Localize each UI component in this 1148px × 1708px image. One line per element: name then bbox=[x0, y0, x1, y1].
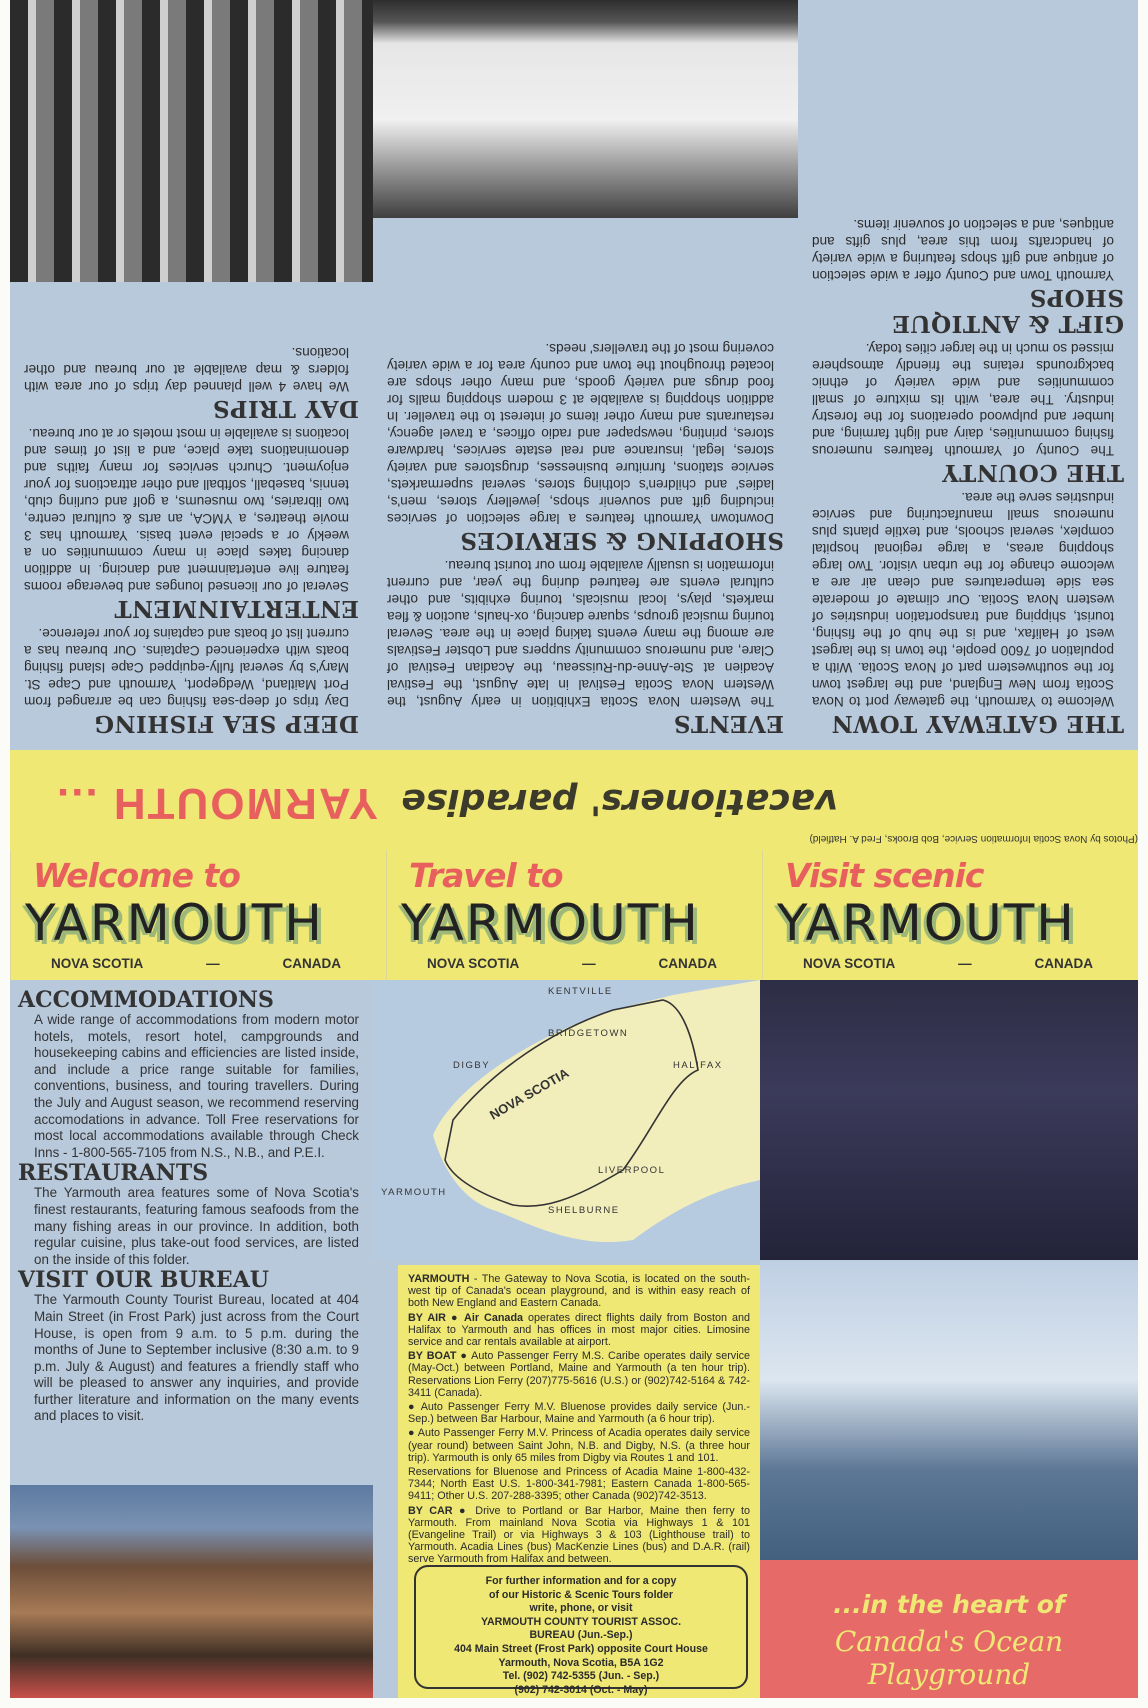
svg-text:NOVA SCOTIA: NOVA SCOTIA bbox=[487, 1065, 572, 1123]
section-body: We have 4 well planned day trips of our area with folders & map available at our bureau and other locations. bbox=[24, 345, 349, 394]
harbor-photo bbox=[10, 1485, 373, 1698]
section-title: SHOPPING & SERVICES bbox=[459, 527, 784, 554]
ocean-playground-panel: ...in the heart of Canada's Ocean Playground bbox=[760, 1560, 1138, 1698]
left-info-column bbox=[10, 980, 373, 1485]
contact-box: For further information and for a copy of our Historic & Scenic Tours folder write, phone, or visit YARMOUTH COUNTY TOURIST ASSOC. BUREAU (Jun.-Sep.) 404 Main Street (Frost Park) opposite Court House Yarmouth, Nova Scotia, B5A 1G2 Tel. (902) 742-5355 (Jun. - Sep.) (902) 742-3014 (Oct. - May) bbox=[414, 1565, 748, 1689]
title-row bbox=[10, 850, 1138, 980]
brochure-sheet bbox=[10, 0, 1138, 1698]
column-events-shopping bbox=[373, 218, 798, 750]
section-title: RESTAURANTS bbox=[18, 1160, 209, 1187]
section-body: Downtown Yarmouth features a large selection of services including gift and souvenir shops, jewellery stores, men's, ladies' and children's clothing stores, several supermarkets, service stations, furniture businesses, drugstores and variety stores, legal, insurance and real estate services, hardware stores, printing, newspaper and radio offices, a travel agency, restaurants and many other items of interest to the traveller. In addition shopping is available at 3 modern shopping malls for food drugs and variety goods, and many other shops are located throughout the town and county area for a wide variety covering most of the travellers' needs. bbox=[387, 341, 774, 526]
section-title: VISIT OUR BUREAU bbox=[18, 1267, 269, 1294]
vacationers-paradise-band bbox=[10, 750, 1138, 850]
ferry-photo bbox=[760, 1260, 1138, 1560]
welcome-header: Welcome to YARMOUTH NOVA SCOTIA — CANADA bbox=[10, 850, 386, 980]
section-body: Yarmouth Town and County offer a wide selection of antique and gift shops featuring a wide variety of handcrafts from this area, plus gifts and antiques, and a selection of souvenir items. bbox=[812, 217, 1114, 283]
section-body: The County of Yarmouth features numerous fishing communities, dairy and light farming, and lumber and pulpwood operations for the forestry industry. The area, with its mixture of small communities and wide variety of ethnic backgrounds retains the friendly atmosphere missed so much in the larger cities today. bbox=[812, 341, 1114, 458]
section-body: Welcome to Yarmouth, the gateway port to Nova Scotia from New England, and the largest town for the southwestern part of Nova Scotia. With a population of 7600 people, the town is the largest west of Halifax, and is the hub of the fishing, tourist, shipping and transportation industries of western Nova Scotia. Our climate of moderate sea side temperatures and clean air are a welcome change for the urban visitor. Two large shopping areas, a large regional hospital complex, several schools, and textile plants plus numerous small manufacturing and service industries serve the area. bbox=[812, 490, 1114, 709]
section-title: THE COUNTY bbox=[941, 459, 1124, 486]
column-gateway-county bbox=[798, 218, 1138, 750]
section-body: Several of our licensed lounges and beverage rooms feature live entertainment and dancing. In addition dancing takes place in many communities on a weekly or a special event basis. Yarmouth has 3 movie theatres, a YMCA, an arts & cultural centre, two libraries, two museums, a golf and curling club, tennis, baseball, softball and other attractions for your enjoyment. Church services for many faiths and denominations take place, and a list of times and locations is available in most motels or at our bureau. bbox=[24, 426, 349, 594]
map-shape bbox=[373, 980, 760, 1260]
section-title: ACCOMMODATIONS bbox=[18, 987, 274, 1013]
section-title: EVENTS bbox=[673, 710, 784, 737]
boatyard-photo bbox=[10, 0, 373, 282]
section-title: GIFT & ANTIQUE SHOPS bbox=[892, 284, 1124, 337]
section-body: The Yarmouth area features some of Nova Scotia's finest restaurants, featuring famous seafoods from the many fishing areas in our province. In addition, both regular cuisine, plus take-out food services, are listed on the inside of this folder. bbox=[34, 1185, 359, 1267]
section-body: The Yarmouth County Tourist Bureau, located at 404 Main Street (in Frost Park) just across from the Court House, is open from 9 a.m. to 5 p.m. during the months of June to September inclusive (8:30 a.m. to 9 p.m. July & August) and features a friendly staff who will be pleased to answer any inquiries, and provide further literature and information on the many events and places to visit. bbox=[34, 1292, 359, 1424]
section-title: DAY TRIPS bbox=[212, 395, 359, 422]
section-title: ENTERTAINMENT bbox=[113, 595, 359, 622]
section-body: The Western Nova Scotia Exhibition in early August, the Western Nova Scotia Festival in late August, the Festival Acadien at Ste-Anne-du-Ruisseau, the Acadian Festival of Clare, and numerous community suppers and Lobster Festivals are among the many events taking place in the area. Several touring musical groups, square dancing, ox-hauls, auction & flea markets, plays, local musicals, touring exhibits, and other cultural events are featured during the year, and current information is usually available from our tourist bureau. bbox=[387, 558, 774, 709]
tagline: vacationers' paradise bbox=[401, 781, 838, 822]
yarmouth-title: YARMOUTH ... bbox=[54, 779, 378, 828]
travel-header: Travel to YARMOUTH NOVA SCOTIA — CANADA bbox=[386, 850, 762, 980]
section-title: DEEP SEA FISHING bbox=[93, 710, 359, 737]
section-title: THE GATEWAY TOWN bbox=[831, 710, 1124, 737]
nova-scotia-map: NOVA SCOTIA KENTVILLE BRIDGETOWN DIGBY HALIFAX LIVERPOOL SHELBURNE YARMOUTH bbox=[373, 980, 760, 1260]
cruise-ship-photo bbox=[760, 980, 1138, 1260]
upside-down-panels bbox=[10, 0, 1138, 750]
section-body: Day trips of deep-sea fishing can be arranged from Port Maitland, Wedgeport, Yarmouth and Cape St. Mary's by several fully-equipped Cape Island fishing boats with experienced Captains. Our bureau has a current list of boats and captains for your reference. bbox=[24, 626, 349, 709]
ship-photo bbox=[373, 0, 798, 218]
column-fishing-entertainment bbox=[10, 282, 373, 750]
section-body: A wide range of accommodations from modern motor hotels, motels, resort hotel, campgrounds and housekeeping cabins and efficiencies are listed inside, and include a price range suitable for families, conventions, business, and touring travellers. During the July and August season, we recommend reserving accomodations in advance. Toll Free reservations for most local accommodations available through Check Inns - 1-800-565-7105 from N.S., N.B., and P.E.I. bbox=[34, 1012, 359, 1160]
visit-header: Visit scenic YARMOUTH NOVA SCOTIA — CANADA bbox=[762, 850, 1138, 980]
photo-credit: (Photos by Nova Scotia Information Service, Bob Brooks, Fred A. Hatfield) bbox=[809, 833, 1138, 844]
travel-info-panel: YARMOUTH - The Gateway to Nova Scotia, is located on the south-west tip of Canada's ocean playground, and is within easy reach of both New England and Eastern Canada. BY AIR ● Air Canada operates direct flights daily from Boston and Halifax to Yarmouth and has offices in most major cities. Limosine service and car rentals available at airport. BY BOAT ● Auto Passenger Ferry M.S. Caribe operates daily service (May-Oct.) between Portland, Maine and Yarmouth (a ten hour trip). Reservations Lion Ferry (207)775-5616 (U.S.) or (902)742-5164 & 742-3411 (Canada). ● Auto Passenger Ferry M.V. Bluenose provides daily service (Jun.-Sep.) between Bar Harbour, Maine and Yarmouth (a 6 hour trip). ● Auto Passenger Ferry M.V. Princess of Acadia operates daily service (year round) between Saint John, N.B. and Digby, N.S. (a three hour trip). Yarmouth is only 65 miles from Digby via Routes 1 and 101. Reservations for Bluenose and Princess of Acadia Maine 1-800-432-7344; North East U.S. 1-800-341-7981; Eastern Canada 1-800-565-9411; Other U.S. 207-288-3395; other Canada (902)742-3513. BY CAR ● Drive to Portland or Bar Harbor, Maine then ferry to Yarmouth. From mainland Nova Scotia via Highways 1 & 101 (Evangeline Trail) or via Highways 3 & 103 (Lighthouse trail) to Yarmouth. Acadia Lines (bus) MacKenzie Lines (bus) and D.A.R. (rail) serve Yarmouth from Halifax and between. For further information and for a copy of our Historic & Scenic Tours folder write, phone, or visit YARMOUTH COUNTY TOURIST ASSOC. BUREAU (Jun.-Sep.) 404 Main Street (Frost Park) opposite Court House Yarmouth, Nova Scotia, B5A 1G2 Tel. (902) 742-5355 (Jun. - Sep.) (902) 742-3014 (Oct. - May) bbox=[398, 1265, 760, 1698]
